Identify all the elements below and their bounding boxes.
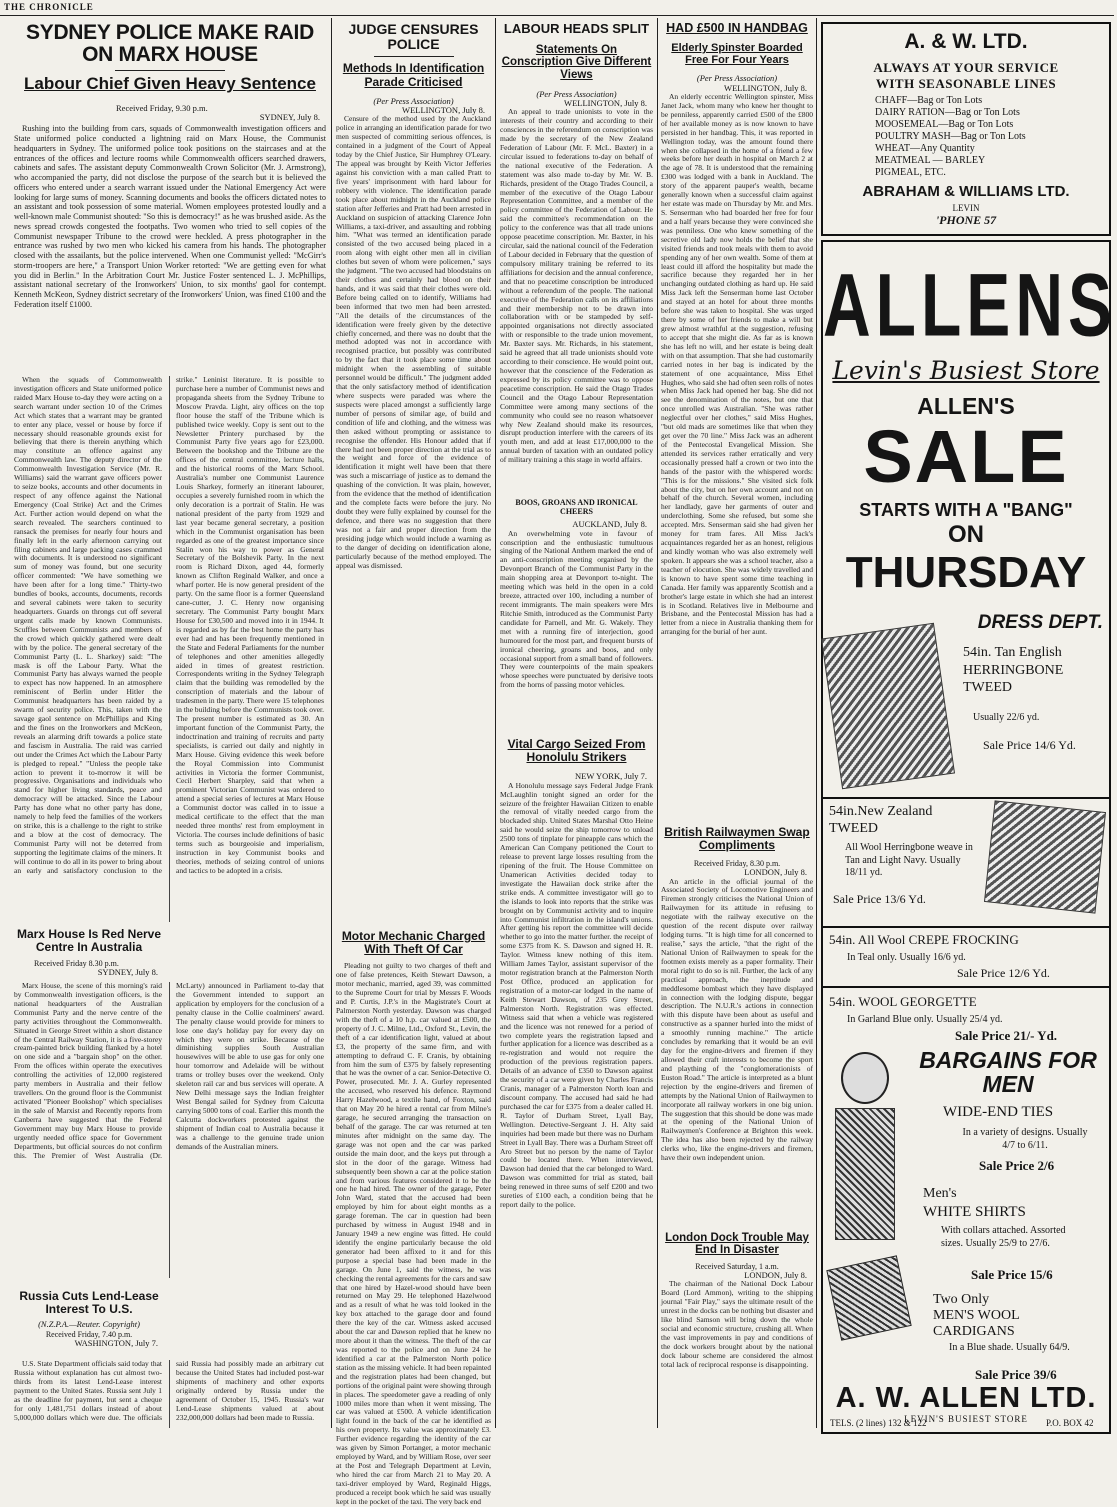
dateline: AUCKLAND, July 8. [572,519,647,530]
ad-allens [821,240,1117,1434]
product-item: WHEAT—Any Quantity [875,143,975,154]
phone: 'PHONE 57 [935,213,997,227]
subhead: Labour Chief Given Heavy Sentence [24,74,316,94]
headline: British Railwaymen Swap Compliments [664,825,810,852]
headline: SYDNEY POLICE MAKE RAID ON MARX HOUSE [26,21,314,67]
article-raid-body: When the squads of Commonwealth investigation officers and State uniformed police raided Marx House to-day they were acting on a search warrant under section 10 of the Crimes Act which states that a warrant may be granted to enter any place, vessel or house by force if necessary should reasonable grounds exist for believing that there is therein anything which may constitute an offence against any Commonwealth law. The deputy director of the Commonwealth Investigation Service (Mr. R. Williams) said the warrant gave officers power to seize books, accounts and other documents in respect of any offence against the National Emergency (Coal Strike) Act and the Crimes Act. Further action would depend on what the search revealed. The searchers continued to ransack the premises for nearly four hours and finally left in the early afternoon carrying out filing cabinets and large packing cases crammed with documents. It is understood no significant sum of money was found, but one security officer commented: "We have something we have been after for a long time." Thirty-two bundles of books, accounts, documents, records and several cabinets were taken to security headquarters. Guards on throngs cut off several urgent calls made by known Communists. Scuffles between Communists and members of the crowd which quickly gathered were dealt with by the police. The general secretary of the Communist Party (L. L. Sharkey) said: "The mask is off the Labour Party. What the Communist Party has always warned the people to expect has now happened. In an atmosphere reminiscent of Berlin under Hitler the Communist headquarters has been raided by a swarm of security police. This, taken with the savage gaol sentence on McPhillips and King and the fines on the Ironworkers and McKeon, reveals an alarming drift towards a police state and fascism in Australia. The raid was carried out under the Crimes Act which the Labour Party is pledged to repeal." "Unless the people take action to prevent it to-morrow it will be progressive. Organisations and individuals who stand for higher living standards, peace and democracy will be attacked. Since the Labour Party has done what no other party has done, namely to help feed the families of the workers on strike, this is a challenge to the right to strike and a blow at the cost of democracy. The Communist Party will not be deterred from supporting the legitimate claims of the miners. It will continue to do all in its power to bring about an early and satisfactory conclusion to the strike." Leninist literature. It is possible to purchase here a number of Communist news and propaganda sheets from the Sydney Tribune to Moscow Pravda. Light, airy offices on the top floor house the staff of the Tribune which is published twice weekly. Copy is sent out to the Newsletter Printery purchased by the Communist Party five years ago for £23,000. Between the bookshop and the Tribune are the offices of the central committee, lecture halls, and the historical rooms of the Marx School. Australia's number one Communist Laurence Louis Sharkey, formerly an itinerant labourer, occupies a severely furnished room in which the only decoration is a portrait of Stalin. He was national president of the party from 1929 and last year became general secretary, a position which in the Communist organisation has been regarded as one of the greatest importance since Stalin won his way to power as General Secretary of the Bolshevik Party. In the next room is Richard Dixon, aged 44, formerly known as Clifton Reginald Walker, and once a wharf porter. He is now general president of the party. On the same floor is a former Queensland cane-cutter, J. C. Henry now organising secretary. The Communist Party bought Marx House for £30,500 and moved into it in 1944. It is regarded as by far the best home the party has ever had and has been frequently mentioned in the State and Federal Parliaments for the number of telephones and other amenities allegedly aided in times of greatest restriction. Correspondents writing in the Sydney Telegraph claim that the building was remodelled by the conscription of materials and the labour of tradesmen in the party. There were 15 telephones in the building before the Communists took over. The present number is estimated as 30. An important function of the Communist Party, the indoctrination and training of recruits and party specialists, is carried out daily and nightly in Marx House. Giving evidence this week before the Royal Commission into Communist activities in Victoria the former Communist, Cecil Herbert Sharpley, said that when a prominent Victorian Communist was ordered to attend a special series of lectures at Marx House a Communist doctor was called in to issue a medical certificate to the effect that the man needed three months' rest from employment in Victoria. The courses include definitions of basic terms such as bourgeoisie and imperialism, instruction in key Communist books and theories, methods of seizing control of unions and tactics to be adopted in a crisis. [14,375,324,875]
divider [823,926,1109,928]
body-shape [835,1108,895,1240]
product-desc: In Garland Blue only. Usually 25/4 yd. [847,1014,1003,1025]
sale-on: ON [948,521,984,548]
article-nerve-centre [14,928,164,978]
product-list [875,95,1109,179]
man-illustration [829,1052,901,1252]
top-rule [0,15,1114,16]
divider [374,56,454,57]
column-rule [816,18,817,1428]
bargains-heading: BARGAINS FOR MEN [919,1047,1097,1098]
cardigan-illustration [826,1255,911,1340]
phone-numbers: TELS. (2 lines) 132 & 122 [830,1418,927,1428]
product-pre: Two Only [933,1292,990,1307]
article-marx-raid [14,22,326,358]
article-body: A Honolulu message says Federal Judge Frank McLaughlin tonight signed an order for the seizure of the freighter Hawaiian Citizen to enable the removal of vitally needed cargo from the blockaded ship. United States Marshal Otto Heine said he would seize the ship tomorrow to unload 2500 tons of tinplate for pineapple cans which the American Can Company petitioned the Court to release to prevent large losses resulting from the ripening of the fruit. The House Committee on Unamerican Activities decided today to investigate the Hawaiian dock strike after the strike ends. A committee investigator will go to the islands to look into reports that the strike was brought on by Communist activity and to inquire into Communist infiltration in the island's unions. After getting his report the committee will decide whether to go into the matter further. the receipt of some £375 from K. S. Dawson and signed H. R. Taylor. Witness knew nothing of this item. William James Taylor, assistant supervisor of the motor registration branch at the Palmerston North Post Office, produced an application for registration of a motor-car lodged in the name of Keith Stewart Dawson, of 235 Grey Street, Palmerston North. Registration was effected. Witness said that when a vehicle was registered and the licence was not renewed for a period of two complete years the registration lapsed and further application for a licence was described as a re-registration and would not require the production of the previous registration papers. Details of an advance of £350 to Dawson against the security of a car were given by Charles Francis Cranis, manager of a Palmerston North loan and discount company. The accused had said he had purchased the car for £375 from a dealer called H. R. Taylor of Durham Street, Lyall Bay, Wellington. Detective-Sergeant J. H. Alty said inquiries had been made but there was no Durham Street in Lyall Bay. There was a Durham Street off Aro Street but no person by the name of Taylor could be located there. When interviewed, Dawson had denied that the car belonged to Ward. Dawson was committed for trial as stated, bail being renewed in three sums of self £200 and two sureties of £100 each, a condition being that he report daily to the police. [500,780,653,1210]
received-line: Received Friday, 7.40 p.m. [45,1329,133,1339]
product-title: 54in. All Wool CREPE FROCKING [829,932,1019,947]
product-item: CHAFF—Bag or Ton Lots [875,95,983,106]
article-body: An article in the official journal of the Associated Society of Locomotive Engineers and Firemen strongly criticises the National Union of Railwaymen for its attitude in refusing to negotiate with the railway executive on the question of the recent dispute over railway lodging turns. "It is high time for all concerned to realise," says the article, "that the right of the National Union of Railwaymen to speak for the footmen exists merely as a paper formality. Their moral right to do so is nil. Further, the lack of any practical approach, the ineptitude and meddlesome bombast which they have displayed in connection with the lodging dispute, beggar description. The N.U.R.'s actions in connection with this dispute have been about as useful and constructive as a spanner hurled into the midst of a smoothly running machine." The article concludes by remarking that it would be an evil day for the engine-drivers and firemen if they allowed their craft interests to become the sport and plaything of the "conglomerationists of Euston Road." The article is interpreted as a blunt rejection by the engine-drivers and firemen of attempts by the National Union of Railwaymen to incorporate all railway workers in one big union. The suggestion that this should be done was made at the opening of the National Union of Railwaymen's Conference at Brighton this week. The idea has also been rejected by the railway clerks who, like the engine-drivers and firemen, have their own independent union. [661,876,813,1163]
product-item: MEATMEAL — BARLEY [875,155,986,166]
headline: JUDGE CENSURES POLICE [348,21,479,52]
headline: Russia Cuts Lend-Lease Interest To U.S. [19,1289,159,1316]
column-rule [657,18,658,1428]
headline: Marx House Is Red Nerve Centre In Australia [16,927,162,954]
brand-logo: ALLENS [823,254,1117,355]
dateline: SYDNEY, July 8. [97,967,158,978]
headline: HAD £500 IN HANDBAG [666,21,808,35]
headline: Vital Cargo Seized From Honolulu Strikers [507,737,646,765]
credit-line: (Per Press Association) [373,95,454,106]
dateline: NEW YORK, July 7. [574,771,647,782]
article-lend-body: U.S. State Department officials said today that Russia without explanation has cut almost two-thirds from its latest Lend-Lease interest payment to the United States. Russia sent July 1 as the deadline for payment, but sent a cheque for only 1,481,751 dollars instead of about 5,000,000 dollars which were due. The officials said Russia had possibly made an arbitrary cut because the United States had included post-war shipments of machinery and other exports originally ordered by Russia under the agreement of October 15, 1945. Russia's war Lend-Lease shipments valued at about 232,000,000 dollars had been made to Russia. [14,1359,324,1422]
article-judge [336,22,491,895]
usual-price: Usually 22/6 yd. [973,712,1040,723]
article-handbag [661,22,813,789]
town: LEVIN [952,203,980,213]
article-body: An overwhelming vote in favour of conscription and the enthusiastic tumultuous singing of the National Anthem marked the end of an anti-conscription meeting organised by the Devonport Branch of the Communist Party in the main shopping area at Devonport to-night. The meeting which was held in the open in a cold breeze, attracted over 100, including a number of recent immigrants. The main speakers were Mrs Ritchie Smith, introduced as the Communist Party candidate for Parnell, and Mr. G. Wakely. They met with a running fire of interjection, good humoured for the most part, and frequent bursts of ironical cheering, groans and boos, and only occasional support from a small band of followers. They were counterpoints of the main speakers whose speeches were punctuated by derisive toots from the horns of passing motor vehicles. [500,528,653,690]
face-shape [841,1052,889,1104]
footer-slogan: LEVIN'S BUSIEST STORE [904,1414,1028,1424]
ad-line: WITH SEASONABLE LINES [875,76,1057,91]
product-desc: In a Blue shade. Usually 64/9. [949,1342,1070,1353]
product-title: WIDE-END TIES [943,1104,1054,1120]
product-desc: With collars attached. Assorted sizes. Usually 25/9 to 27/6. [941,1225,1066,1249]
divider [115,70,225,71]
product-title: 54in.New Zealand TWEED [829,804,933,836]
store-name: ALLEN'S [917,393,1015,419]
article-body: Pleading not guilty to two charges of theft and one of false pretences, Keith Stewart Dawson, a motor mechanic, married, aged 39, was committed to the Supreme Court for trial by Messrs F. Woods and P. Curtis, J.P.'s in the Magistrate's Court at Palmerston North yesterday. Dawson was charged with the theft of a 10 h.p. car valued at £500, the property of J. C. Milne, Ltd., Oxford St., Levin, the theft of a car identification light, valued at about £3, the property of the same firm, and with attempting to defraud C. F. Cranis, by obtaining from him the sum of £375 by falsely representing that he was the owner of a car. Senior-Detective O. Power, prosecuted. Mr. J. A. Gurley represented the accused, who reserved his defence. Raymond Harry Hazelwood, a textile hand, of Foxton, said that on May 20 he hired a rental car from Milne's garage, he secured arranging the transaction on behalf of the garage. The car was returned at ten minutes after midnight on the same day. The garage was not open and the car was parked outside the main door, and the keys put through a slot in the door of the garage. Witness had subsequently been shown a car at the police station and from various features considered it to be the one he had hired. The owner of the garage, Peter John Ward, stated that the accused had been employed by him for about eight months as a garage foreman. The car in question had been purchased by witness in August 1948 and in January 1949 a new engine was fitted. He could identify the engine particularly because the old generator had been affixed to it and for this purpose a special base had been made in the garage. On June 1, said the witness, he was checking the rental agreements for the cars and saw that one hired by Hazel-wood should have been returned on May 29. He telephoned Hazelwood and as a result of what he was told looked in the key box attached to the garage door and found there the key of the car. Witness asked accused about the car and Dawson replied that he knew no more about it than the witness. The theft of the car was reported to the police and on June 24 he identified a car at the Palmerston North police station as the missing vehicle. It had been repainted and the registration plates had been changed, but portions of the original paint were showing through in places. The speedometer gave a reading of only 1000 miles more than when it went missing. The car was valued at £500. A vehicle identification light found in the back of the car he identified as his own property. Its value was approximately £3. Further evidence regarding the identity of the car was given by Simon Portanger, a motor mechanic employed by Ward, and by William Rose, over seer at the Post and Telegraph Department at Levin, who hired the car from March 21 to May 20. A taxi-driver employed by Ward, Reginald Higgs, produced a receipt book which he said was usually kept in the pocket of the taxi. The very back end [336,961,491,1506]
product-item: DAIRY RATION—Bag or Ton Lots [875,107,1020,118]
ad-title: A. & W. LTD. [904,30,1028,53]
subhead: Statements On Conscription Give Different Views [501,43,652,81]
received-line: Received Saturday, 1 a.m. [695,1262,779,1272]
article-body: An elderly eccentric Wellington spinster, Miss Janet Jack, whom many who knew her thought to be penniless, apparently carried £500 of the £800 of her available money as is now known to have persisted in her handbag. This, it was reported in Wellington today, was the amount found there when she collapsed in the home of a friend a few weeks before her death in hospital on March 2 at the age of 78. It is understood that the remaining £300 was lodged with a bank in Auckland. The story of the apparent pauper's wealth, became generally known when a successful claim against her estate was made on Thursday by Mr. and Mrs. S. Senserman who had boarded her free for four and a half years because they were convinced she was penniless. One who knew something of the secretive old lady now holds the belief that she visited friends and took meals with them to avoid spending any of her own wealth. Some of them at least could ill afford the hospitality but made the sacrifice because they regarded her in her unchanging outdated clothing as hard up. He said Miss Jack left the Senserman home last October and stayed at an hotel for about three months before she was taken to hospital. She was urged there by some of her friends to make a will but grew almost wrathful at the suggestion, refusing to accept that she might die. As far as is known she has left no will, and her estate is being dealt with on that assumption. That she had customarily carried notes in her bag is indicated by the statement of one acquaintance, Miss Ethel Hughes, who said she had often seen rolls of notes when Miss Jack had opened her bag. She did not see the denomination of the notes, but one that once unrolled was Australian. "She was rather neglectful over her clothes," said Miss Hughes, "but old mads are sometimes like that when they get over the 70 line." Miss Jack was an adherent of the Pentecostal Evangelical Mission. She attended its services rather erratically and very occasionally pressed half a crown or two into the hands of the pastor with the whispered words: "This is for the missions." She visited sick folk about the city, but on her own account and not on behalf of the church. Several women, including her landlady, gave her garments of outer and underclothing. Some she refused, but some she accepted. Mrs. Senserman said she had given her money for tram fares. All Miss Jack's acquaintances regarded her as an honest, religious and kindly woman who was also extremely well spoken. It appears she was a school teacher, also a teacher of elocution. She was widely travelled and is known to have spent some time teaching in Canada. Her family was apparently Scottish and a brother's large estate in which she had an interest is in Scotland. Relatives live in Melbourne and Brisbane, and the Pentecostal Mission has had a letter from a niece in Australia thanking them for arranging for the burial of her aunt. [661,92,813,637]
article-dock [661,1232,813,1392]
product-item: PIGMEAL, ETC. [875,167,946,178]
product-item: POULTRY MASH—Bag or Ton Lots [875,131,1026,142]
sale-day: THURSDAY [845,548,1087,597]
dateline: WELLINGTON, July 8. [724,82,807,93]
headline: LABOUR HEADS SPLIT [503,21,650,36]
sale-price: Sale Price 12/6 Yd. [957,966,1050,980]
subhead: Methods In Identification Parade Criticised [342,61,485,89]
article-vital-cargo [500,738,653,1422]
product-desc: In Teal only. Usually 16/6 yd. [847,952,966,963]
article-lead: Rushing into the building from cars, squads of Commonwealth investigation officers and State uniformed police conducted a lightning raid on Marx House, the Communist headquarters in Sydney. The uniformed police took positions on the staircases and at the entrances of the offices and lecture rooms while Commonwealth officers searched drawers, cabinets and safes. The assistant deputy Commonwealth Crown Solicitor (Mr. J. Armstrong), who accompanied the party, did not disclose the purpose of the search but it is believed the officers who entered under a search warrant issued under the National Emergency Act were looking for large sums of money. Scanning documents and books the officers dictated notes to an assistant and took possession of some material. Women employees protested loudly and a well-known male Communist shouted: "So this is democracy!" as he was brushed aside. As the news spread crowds congested the footpaths. Two women who tried to sell copies of the Communist newspaper Tribune to the crowd were heckled. A press photographer in the entrance was rushed by two men who kicked his camera from his hands. The photographer closed with the assailants, but the police intervened. When one Communist yelled: "McGirr's storm-troopers are here," a Transport Union Worker retorted: "We are getting even for what you did in Berlin." In the Arbitration Court Mr. Justice Foster sentenced L. J. McPhillips, assistant national secretary of the Ironworkers' Union, to six months' gaol for contempt. Kenneth McKeon, Sydney district secretary of the Ironworkers' Union, was fined £100 and the Federation itself £1000. [14,124,326,309]
dateline: WELLINGTON, July 8. [564,97,647,108]
product-title: 54in. Tan English HERRINGBONE TWEED [963,645,1064,695]
credit-line: (Per Press Association) [536,88,617,99]
po-box: P.O. BOX 42 [1046,1418,1094,1428]
fabric-illustration [984,800,1106,913]
received-line: Received Friday, 9.30 p.m. [116,102,208,113]
ad-line: ALWAYS AT YOUR SERVICE [873,60,1059,75]
sale-price: Sale Price 13/6 Yd. [833,892,926,906]
dateline: LONDON, July 8. [744,1270,807,1281]
received-line: Received Friday 8.30 p.m. [34,959,119,969]
article-nerve-body: Marx House, the scene of this morning's raid by Commonwealth investigation officers, is the national headquarters of the Australian Communist Party and the nerve centre of the party activities throughout the Commonwealth. Situated in George Street within a short distance of the Central Railway Station, it is a five-storey cream-painted brick building flanked by a hotel on one side and a "bargain shop" on the other. From the offices within operate the executives controlling the activities of 12,000 registered party members in Australia and their fellow travellers. On the ground floor is the Communist activated "Pioneer Bookshop" which specialises in the sale of Marxist and Recently reports from Canberra have suggested that the Federal Government may buy Marx House to provide urgently needed office space for Government Departments, but official sources do not confirm this. The Premier of West Australia (Dr. McLarty) announced in Parliament to-day that the Government intended to support an application by employers for the conclusion of a penalty clause in the Collie coalminers' award. The penalty clause would provide for miners to lose one day's holiday pay for every day on which they were on strike. Because of the diminishing supplies South Australian housewives will be able to use gas for only one hour tomorrow and Adelaide will be without trams or trolley buses over the weekend. Only skeleton rail car and bus services will operate. A New Delhi message says the Indian freighter West Bengal sailed for Sydney from Calcutta carrying 5000 tons of coal. Earlier this month the Calcutta dockworkers protested against the shipment of Indian coal to Australia because it was a challenge to the genuine trade union demands of the Australian miners. [14,981,324,1160]
sale-price: Sale Price 2/6 [979,1158,1055,1173]
column-rule [495,18,496,1428]
article-lend-lease [14,1290,164,1348]
dateline: WASHINGTON, July 7. [74,1337,158,1348]
headline: London Dock Trouble May End In Disaster [665,1232,809,1257]
divider [823,986,1109,988]
divider [823,797,1109,799]
sale-starts: STARTS WITH A "BANG" [859,500,1073,520]
subhead: Elderly Spinster Boarded Free For Four Years [671,42,803,67]
product-pre: Men's [923,1186,957,1201]
tagline: Levin's Busiest Store [832,356,1100,385]
sale-price: Sale Price 15/6 [971,1267,1053,1282]
dateline: SYDNEY, July 8. [259,111,320,122]
headline: Motor Mechanic Charged With Theft Of Car [341,929,486,957]
product-item: MOOSEMEAL—Bag or Ton Lots [875,119,1014,130]
article-body: The chairman of the National Dock Labour Board (Lord Ammon), writing to the shipping journal "Fair Play," says the ultimate result of the unrest in the docks can be nothing but disaster and like blind Samson will bring down the whole social and economic structure, crushing all. When the vast improvements in pay and conditions of the dock workers brought about by the national dock labour scheme are considered the almost total lack of reciprocal response is disappointing. [661,1279,813,1369]
fabric-illustration [821,623,955,789]
sale-price: Sale Price 39/6 [975,1367,1057,1382]
article-body: Censure of the method used by the Auckland police in arranging an identification parade for two men suspected of committing serious offences, is contained in a judgment of the Court of Appeal today by the Chief Justice, Sir Humphrey O'Leary. The appeal was brought by Keith Victor Jefferies against his conviction with a man called Pratt to five years' imprisonment with hard labour for robbery with violence. The identification parade took place about midnight in the Auckland police station after Jefferies and Pratt had been arrested in Auckland on suspicion of attacking Clarence John Williams, a taxi-driver, and assaulting and robbing him. "What was termed an identification parade consisted of the two accused being placed in a room along with eight other men all in civilian clothes but seven of whom were policemen," says the judgment. "The two accused had bloodstains on their clothes and certainly had blood on their hands, and it was said that their clothes were old. Before being called on to identify, Williams had been informed that two men had been arrested. "All the details of the circumstances of the identification were freely given by the detective chiefly concerned, and there was no doubt that the method adopted was not in accordance with recognised practice, but possibly was contributed to by the fact that it took place some time about midnight when the assembling of suitable personnel would be difficult." The judgment added that the only satisfactory method of identification where suspects were paraded was where the suspects were placed amongst a sufficiently large number of persons of similar age, of build and condition of life and clothing, and the witness was then asked without prompting or assistance to recognise the offender. His Honour added that if there had not been proper direction at the trial as to the weight and force of the evidence of identification it might well have been that there was such a miscarriage of justice as to demand the quashing of the conviction. It was plain, however, from the evidence that the method of identification and the complete facts were before the jury. No doubt they were fully explained by counsel for the defence, and there was no suggestion that there was not a fair and proper direction from the presiding judge which would include a warning as to the danger of deciding on identification alone, particularly because of the method employed. The appeal was dismissed. [336,114,491,570]
ad-abraham-williams [821,22,1111,236]
article-labour [500,22,653,716]
article-body: An appeal to trade unionists to vote in the interests of their country and according to their consciences in the referendum on conscription was made by the secretary of the New Zealand Federation of Labour (Mr. F. McL. Baxter) in a circular issued to federations to-day on behalf of the national executive of the Federation. A statement was also made to-day by Mr. W. B. Richards, president of the Otago Trades Council, a member of the executive of the Otago Labour Representation Committee, and a member of the policy committee of the Federation of Labour. He said the committee's recommendation on the policy to the conference was that all trade unions oppose peacetime conscription. Mr. Baxter, in his circular, said the national council of the Federation of Labour decided in February that the question of compulsory military training be referred to its affiliations for decision and the annual conference, and that no peacetime conscription be introduced without a referendum of the people. The national executive of the Federation calls on its affiliations and their membership not to be drawn into collaboration with or be stampeded by self-appointed organisations not directly associated with or responsible to the trade union movement, Mr. Baxter says. Mr. Richards, in his statement, said he agreed that all trade unionists should vote according to their conscience. He would point out, however that the conscience of the Federation as expressed by its policy committee was to oppose peacetime conscription. He said the Otago Trades Council and the Otago Labour Representation Committee were among many sections of the community who could see no reason whatsoever why New Zealand should make its resources, disrupt production interfere with the careers of its youth men, and add at least £17,000,000 to the annual burden of taxation with an outdated policy of military training a this stage in world affairs. [500,107,653,465]
credit-line: (N.Z.P.A.—Reuter. Copyright) [38,1319,140,1330]
article-railwaymen [661,826,813,1222]
masthead: THE CHRONICLE [4,2,94,12]
section-heading: BOOS, GROANS AND IRONICAL CHEERS [515,498,638,517]
product-desc: In a variety of designs. Usually 4/7 to 6/11. [962,1127,1088,1151]
column-rule [331,18,332,1428]
credit-line: (Per Press Association) [696,73,778,84]
dateline: LONDON, July 8. [744,867,807,878]
received-line: Received Friday, 8.30 p.m. [693,859,781,869]
product-title: WHITE SHIRTS [923,1204,1026,1220]
product-desc: All Wool Herringbone weave in Tan and Light Navy. Usually 18/11 yd. [845,842,973,878]
sale-price: Sale Price 14/6 Yd. [983,738,1076,752]
sale-price: Sale Price 21/- Yd. [955,1028,1058,1043]
product-title: 54in. WOOL GEORGETTE [829,994,977,1009]
product-title: MEN'S WOOL CARDIGANS [933,1308,1020,1340]
article-mechanic [336,929,491,1506]
dateline: WELLINGTON, July 8. [402,105,485,116]
company-name: ABRAHAM & WILLIAMS LTD. [862,183,1070,200]
dept-heading: DRESS DEPT. [977,612,1103,633]
sale-heading: SALE [863,415,1069,498]
footer-name: A. W. ALLEN LTD. [835,1382,1097,1414]
